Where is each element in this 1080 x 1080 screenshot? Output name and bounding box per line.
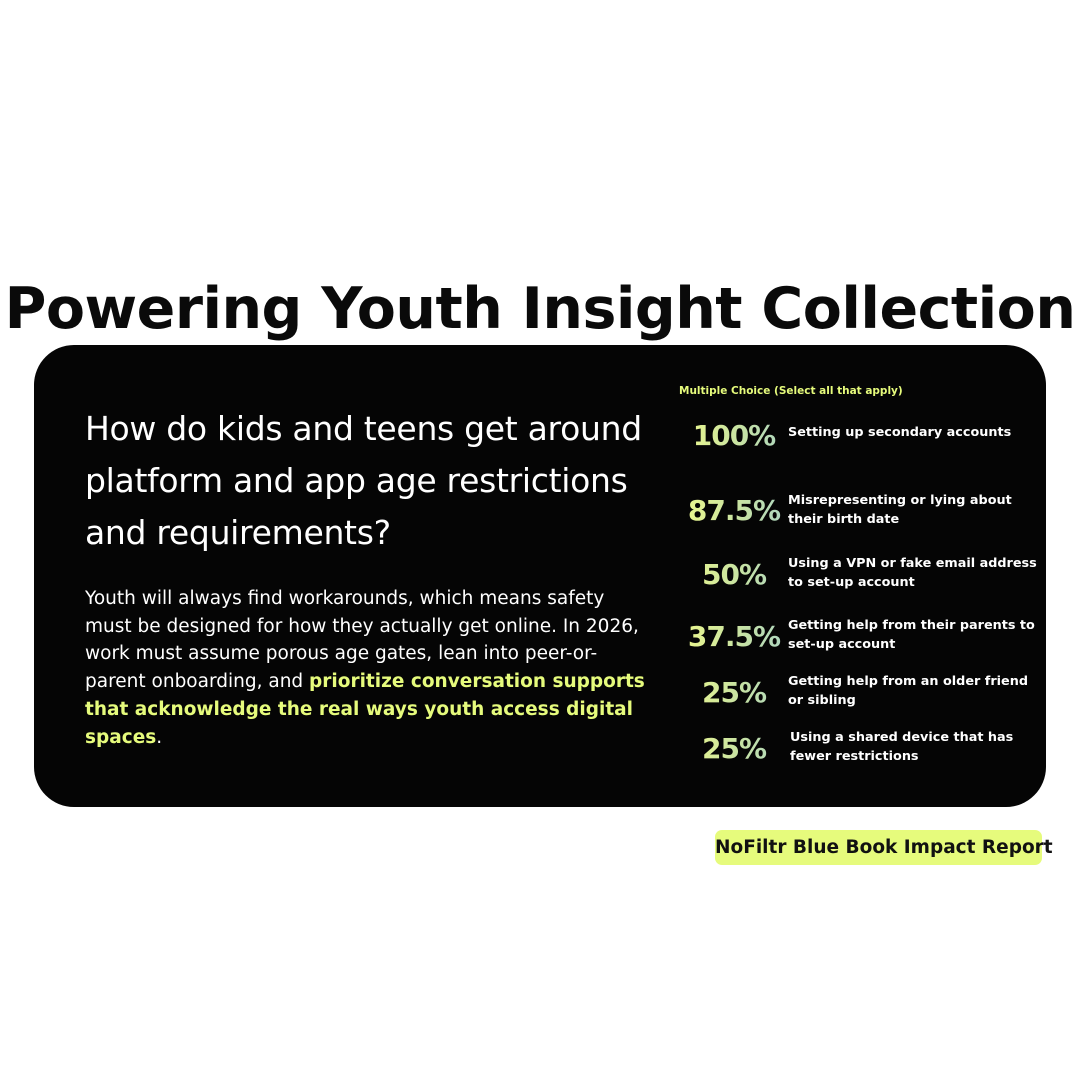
report-badge: NoFiltr Blue Book Impact Report bbox=[715, 830, 1042, 865]
stat-row bbox=[674, 491, 1034, 531]
stat-label: Using a shared device that has fewer restrictions bbox=[790, 730, 1014, 764]
insight-body-text: Youth will always find workarounds, which means safety must be designed for how they actually get online. In 2026, work must assume porous age gates, lean into peer-or-parent onboarding, and bbox=[85, 588, 639, 693]
stat-percentage: 25% bbox=[674, 729, 794, 769]
insight-card bbox=[34, 345, 1046, 807]
insight-body-end: . bbox=[156, 726, 163, 748]
stat-row bbox=[674, 617, 1034, 657]
stat-label: Getting help from an older friend or sibling bbox=[788, 674, 1028, 708]
insight-body bbox=[85, 585, 645, 751]
stat-row bbox=[674, 729, 1034, 769]
stat-percentage: 100% bbox=[674, 416, 794, 456]
stat-label: Misrepresenting or lying about their birth date bbox=[788, 493, 1012, 527]
stat-percentage: 37.5% bbox=[674, 617, 794, 657]
stat-percentage: 50% bbox=[674, 555, 794, 595]
survey-question: How do kids and teens get around platform and app age restrictions and requirements? bbox=[85, 409, 642, 552]
stat-label: Using a VPN or fake email address to set-up account bbox=[788, 556, 1037, 590]
insight-highlight: prioritize conversation supports that acknowledge the real ways youth access digital spaces bbox=[85, 671, 645, 748]
stat-row bbox=[674, 673, 1034, 713]
page-title: Powering Youth Insight Collection bbox=[4, 276, 1076, 343]
stat-percentage: 25% bbox=[674, 673, 794, 713]
stat-row bbox=[674, 416, 1034, 456]
stat-label: Getting help from their parents to set-up account bbox=[788, 618, 1035, 652]
stat-label: Setting up secondary accounts bbox=[788, 425, 1012, 440]
question-type-label: Multiple Choice (Select all that apply) bbox=[679, 385, 903, 397]
stat-percentage: 87.5% bbox=[674, 491, 794, 531]
stat-row bbox=[674, 555, 1037, 595]
